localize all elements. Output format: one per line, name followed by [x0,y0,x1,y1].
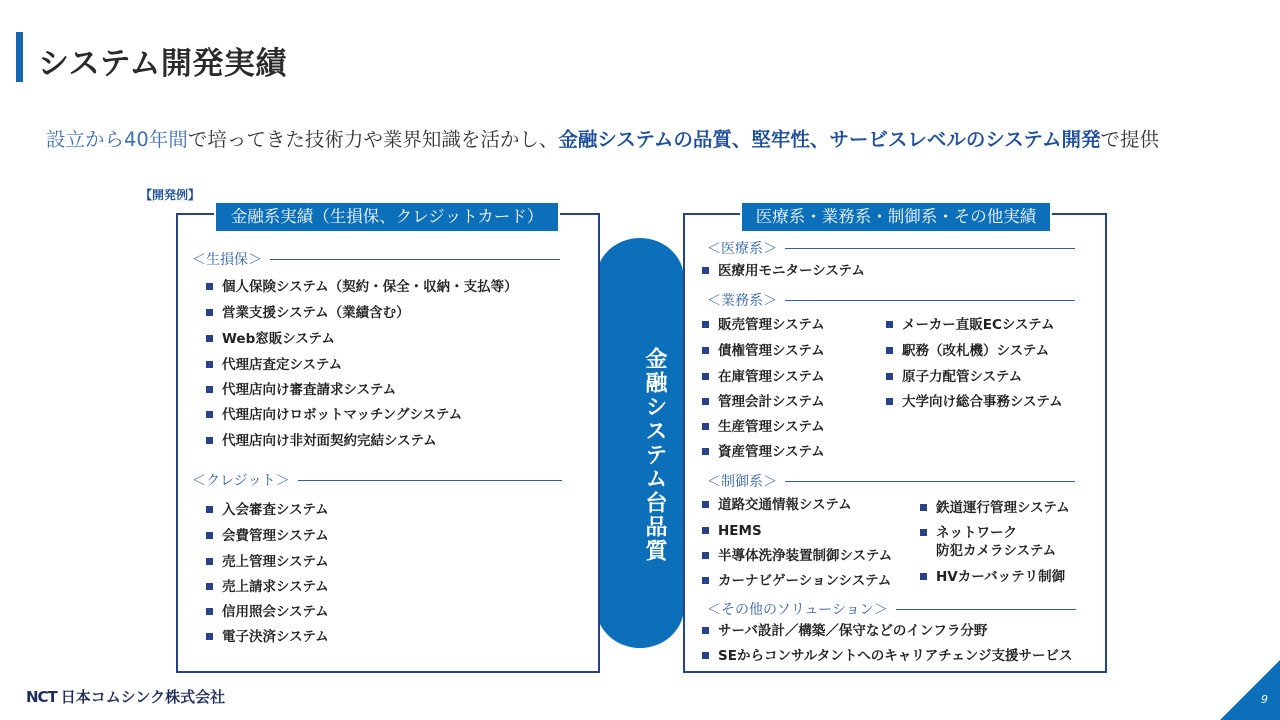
list-item [702,572,891,590]
category-life-insurance [192,249,560,269]
item-text: 管理会計システム [718,394,825,410]
bullet-icon [206,361,213,368]
bullet-icon [702,398,709,405]
item-text: 資産管理システム [718,444,825,460]
item-text: 信用照会システム [222,604,329,620]
example-tag: 【開発例】 [140,188,201,202]
subtitle-highlight: 金融システムの品質、堅牢性、サービスレベルのシステム開発 [558,128,1101,151]
subtitle-end: で提供 [1100,128,1159,151]
bullet-icon [206,583,213,590]
bullet-icon [702,501,709,508]
list-item [206,278,518,296]
bullet-icon [206,437,213,444]
bullet-icon [206,633,213,640]
bullet-icon [206,506,213,513]
list-item [702,368,825,386]
list-item [920,524,1017,542]
list-item [206,356,342,374]
bullet-icon [920,504,927,511]
page-number: 9 [1261,693,1268,706]
bullet-icon [206,532,213,539]
list-item [702,316,825,334]
list-item [206,381,396,399]
bullet-icon [702,373,709,380]
list-item [206,578,329,596]
list-item [702,342,825,360]
list-item [920,568,1065,586]
list-item [206,432,437,450]
item-text: 医療用モニターシステム [718,263,865,279]
list-item [206,527,329,545]
bullet-icon [702,267,709,274]
item-text: 代理店向けロボットマッチングシステム [222,407,463,423]
item-text: 鉄道運行管理システム [936,500,1070,516]
item-text: 道路交通情報システム [718,497,852,513]
item-text: 電子決済システム [222,629,329,645]
page-title: システム開発実績 [38,46,287,82]
category-label: ＜制御系＞ [707,474,777,490]
item-text: 原子力配管システム [902,369,1023,385]
item-text: メーカー直販ECシステム [902,317,1055,333]
list-item [206,628,329,646]
center-label: 金融システム台品質 [642,347,667,563]
item-text: Web窓販システム [222,331,335,347]
list-item [886,393,1063,411]
title-accent-bar [16,32,23,82]
category-divider [896,609,1076,610]
list-item [702,622,987,640]
list-item [702,547,892,565]
bullet-icon [206,608,213,615]
item-text: 営業支援システム（業績含む） [222,305,410,321]
company-name: 日本コムシンク株式会社 [60,688,226,706]
item-text: 半導体洗浄装置制御システム [718,548,893,564]
category-credit [192,470,562,490]
list-item [886,368,1022,386]
bullet-icon [886,321,893,328]
item-text: サーバ設計／構築／保守などのインフラ分野 [718,623,988,639]
category-medical [707,238,1075,258]
list-item [702,443,825,461]
list-item [206,553,329,571]
category-other [707,599,1076,619]
item-text: ネットワーク [936,525,1017,541]
item-text: 代理店向け審査請求システム [222,382,397,398]
item-text: 代理店向け非対面契約完結システム [222,433,437,449]
bullet-icon [206,558,213,565]
bullet-icon [702,347,709,354]
category-label: ＜その他のソリューション＞ [707,602,888,618]
list-item [702,262,865,280]
bullet-icon [206,386,213,393]
item-text: HEMS [718,523,762,539]
bullet-icon [702,527,709,534]
list-item [702,393,825,411]
bullet-icon [920,573,927,580]
bullet-icon [206,283,213,290]
category-control [707,471,1075,491]
bullet-icon [702,552,709,559]
company-logo [26,686,225,707]
item-text: カーナビゲーションシステム [718,573,892,589]
list-item [702,418,825,436]
item-text: 在庫管理システム [718,369,825,385]
item-text: 販売管理システム [718,317,825,333]
subtitle [46,124,1159,152]
finance-header: 金融系実績（生損保、クレジットカード） [214,201,560,233]
category-divider [785,481,1075,482]
item-text: 個人保険システム（契約・保全・収納・支払等） [222,279,518,295]
list-item [206,406,462,424]
item-text: 会費管理システム [222,528,329,544]
subtitle-mid: で培ってきた技術力や業界知識を活かし、 [187,128,559,151]
bullet-icon [206,335,213,342]
bullet-icon [206,411,213,418]
bullet-icon [206,309,213,316]
item-text: SEからコンサルタントへのキャリアチェンジ支援サービス [718,648,1073,664]
item-text: 債権管理システム [718,343,825,359]
list-item [886,316,1055,334]
list-item [920,499,1070,517]
list-item [206,603,329,621]
item-text: 生産管理システム [718,419,825,435]
bullet-icon [702,652,709,659]
item-text: 駅務（改札機）システム [902,343,1050,359]
category-label: ＜生損保＞ [192,252,262,268]
category-divider [785,248,1075,249]
category-label: ＜業務系＞ [707,293,777,309]
category-business [707,290,1075,310]
list-item [702,522,762,540]
bullet-icon [702,423,709,430]
item-text: 入会審査システム [222,502,329,518]
category-label: ＜医療系＞ [707,241,777,257]
subtitle-years: 設立から40年間 [46,128,188,151]
item-text: HVカーバッテリ制御 [936,569,1066,585]
list-item [206,501,329,519]
list-item [702,647,1073,665]
item-text: 売上請求システム [222,579,329,595]
bullet-icon [702,448,709,455]
category-divider [785,300,1075,301]
bullet-icon [702,321,709,328]
other-header: 医療系・業務系・制御系・その他実績 [740,201,1052,233]
category-label: ＜クレジット＞ [192,473,290,489]
bullet-icon [920,529,927,536]
list-item [702,496,852,514]
bullet-icon [886,347,893,354]
category-divider [270,259,560,260]
category-divider [298,480,562,481]
list-item [206,330,335,348]
list-item [206,304,410,322]
list-item-continued: 防犯カメラシステム [936,543,1057,559]
logo-mark: NCT [26,687,57,706]
list-item [886,342,1049,360]
item-text: 代理店査定システム [222,357,343,373]
bullet-icon [702,577,709,584]
corner-decoration [1220,660,1280,720]
bullet-icon [702,627,709,634]
item-text: 売上管理システム [222,554,329,570]
item-text: 大学向け総合事務システム [902,394,1063,410]
bullet-icon [886,373,893,380]
bullet-icon [886,398,893,405]
